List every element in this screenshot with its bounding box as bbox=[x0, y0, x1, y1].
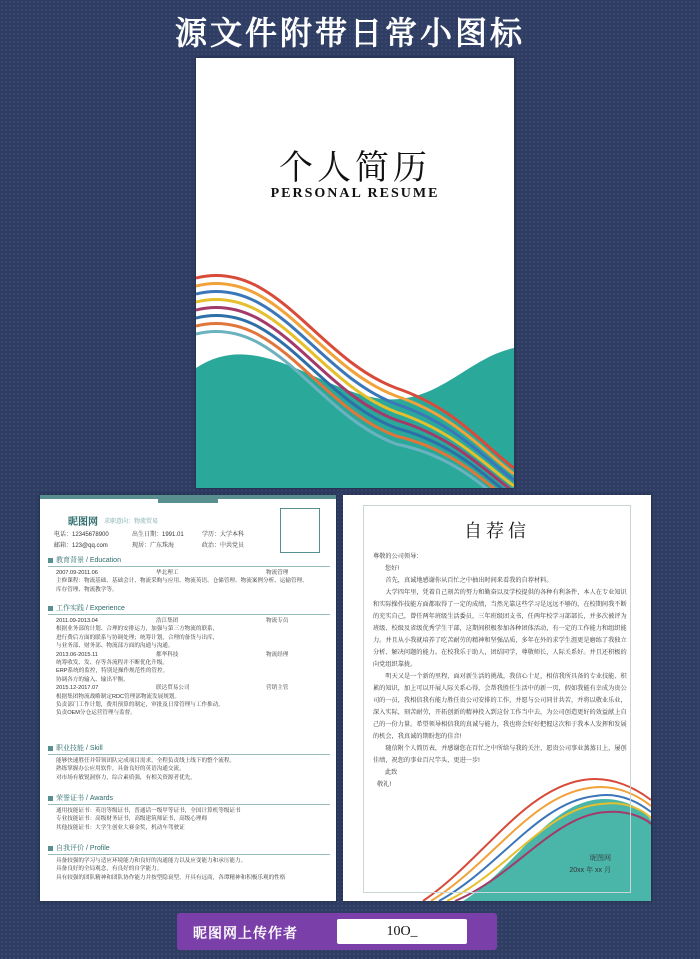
letter-paragraph: 首先，真诚地感谢你从百忙之中抽出时间来看我的自荐材料。 bbox=[385, 577, 553, 584]
exp-role: 营销主管 bbox=[266, 685, 289, 692]
uploader-label: 昵图网上传作者 bbox=[193, 926, 298, 942]
section-skill bbox=[48, 743, 330, 782]
exp-line: 统筹收发、发、存等各流程并不断优化升级。 bbox=[56, 660, 168, 667]
edu-date: 2007.09-2011.06 bbox=[56, 570, 98, 576]
exp-company: 都华科技 bbox=[156, 651, 179, 658]
exp-line: 根据业务部的计划、合理的安排运力，加强与第三方物流的联系， bbox=[56, 626, 219, 633]
info-birth: 出生日期：1991.01 bbox=[132, 532, 184, 538]
exp-line: 与业务部、财务部、物流部方面的沟通与沟通。 bbox=[56, 643, 174, 650]
resume-name: 昵图网 bbox=[68, 517, 98, 528]
award-line: 专业技能证书：高级财务证书，高级建筑师证书，高级心理师 bbox=[56, 816, 208, 823]
edu-line: 主修课程：物流基础、基础会计、物流采购与应用、物流英语、仓储管理、物流案例分析、运输管理、 bbox=[56, 578, 308, 585]
letter-greeting: 您好! bbox=[385, 565, 400, 572]
exp-date: 2013.06-2015.11 bbox=[56, 651, 98, 658]
section-awards bbox=[48, 793, 330, 832]
section-square-icon bbox=[48, 558, 53, 563]
edu-school: 华北理工 bbox=[156, 570, 179, 576]
resume-cover-card bbox=[196, 58, 514, 488]
letter-signature bbox=[569, 853, 611, 877]
info-education: 学历：大学本科 bbox=[202, 532, 245, 538]
exp-line: 负责OEM分仓运营管理与监督。 bbox=[56, 710, 136, 717]
letter-date: 20xx 年 xx 月 bbox=[569, 867, 611, 874]
section-square-icon bbox=[48, 606, 53, 611]
uploader-value-box: 10O_ bbox=[337, 919, 467, 944]
section-education bbox=[48, 555, 330, 594]
uploader-bar bbox=[177, 913, 497, 950]
skill-line: 熟练掌握办公应用软件，具备良好的英语沟通交流。 bbox=[56, 766, 185, 773]
exp-role: 物流专员 bbox=[266, 618, 289, 624]
skill-line: 对市场有敏锐洞察力，综合素质强，有相关资源者优先。 bbox=[56, 774, 196, 781]
section-square-icon bbox=[48, 796, 53, 801]
edu-major: 物流管理 bbox=[266, 570, 289, 576]
letter-signer: 昵图网 bbox=[590, 855, 611, 862]
banner-title: 源文件附带日常小图标 bbox=[174, 14, 525, 52]
profile-line: 具备良好的全局观念，有良好的自学能力。 bbox=[56, 866, 163, 873]
info-phone: 电话：12345678900 bbox=[54, 532, 109, 538]
section-square-icon bbox=[48, 846, 53, 851]
cover-title-en: PERSONAL RESUME bbox=[270, 186, 440, 201]
exp-line: ERP系统的监控，特别是操作规范性的管控。 bbox=[56, 668, 169, 675]
letter-paragraph: 大学四年里，凭着自己刻苦的努力和勤奋以及学校提供的各种有利条件，本人在专业知识和实际操作技能方面都取得了一定的成绩，当然光靠这些学习是远远不够的，在校期间我不断的充实自己，曾任两年班级生活委员，三年班级团支书，任两年校学习部部长，并多次被评为班级、校级及省级优秀学生干部，这期间积极参加各种团体活动，有一定的工作能力和组织能力。并且从小我就培养了吃苦耐劳的精神和坚强品质，多年在外的求学生涯更是磨练了我独立分析、解决问题的能力。在校我乐于助人，团结同学，尊敬师长，人际关系好。并且还积极的向党组织靠拢。 bbox=[373, 589, 627, 668]
section-title: 教育背景 / Education bbox=[56, 557, 121, 564]
exp-company: 浩江集团 bbox=[156, 618, 179, 624]
award-line: 其他技能证书：大学生创业大赛金奖，机动车驾驶证 bbox=[56, 824, 185, 831]
info-political: 政治：中共党员 bbox=[202, 543, 245, 549]
cover-title-cn: 个人简历 bbox=[279, 148, 431, 188]
resume-top-tab bbox=[158, 495, 218, 503]
info-location: 现居：广东珠海 bbox=[132, 543, 175, 549]
cover-wave-decoration bbox=[196, 238, 514, 488]
exp-line: 根据集团物流战略制定RDC管理部物流发展规划。 bbox=[56, 693, 180, 700]
section-title: 自我评价 / Profile bbox=[56, 845, 110, 852]
profile-line: 具有较强的团队精神和团队协作能力并按型隐衰型，开具有远商，各谭精神和积极乐观的性格 bbox=[56, 874, 286, 881]
section-experience bbox=[48, 603, 330, 718]
resume-page-card bbox=[40, 495, 336, 901]
section-title: 工作实践 / Experience bbox=[56, 605, 125, 612]
photo-placeholder bbox=[280, 508, 320, 553]
award-line: 通用技能证书：英语等级证书，普通话一级甲等证书，全国计算机等级证书 bbox=[56, 808, 241, 814]
letter-paragraph: 明天又是一个新的里程，面对新生活的挑战，我信心十足，相信我所具备的专业技能、积累的知识，加上可以开展人际关系心得，会帮我胜任生活中的新一页，假如我能有幸成为贵公司的一员，我相信我有能力胜任贵公司安排的工作，并愿与公司同甘共苦，并将以敬业乐业，深入实际，刻苦耐劳，开拓创新的精神投入到这份工作当中去，为公司创造更好的效益献上自己的一份力量。希望领导相信我的真诚与能力，我也将会好好把握这次和于我本人发挥和发展的机会，我真诚的期盼您的佳音! bbox=[373, 673, 627, 740]
letter-salutation: 尊敬的公司领导： bbox=[373, 553, 423, 560]
section-title: 荣誉证书 / Awards bbox=[56, 795, 114, 802]
section-square-icon bbox=[48, 746, 53, 751]
edu-line: 库存管理、物流教学等。 bbox=[56, 586, 118, 593]
letter-closing: 此致 bbox=[385, 769, 398, 776]
letter-respect: 敬礼! bbox=[377, 781, 392, 788]
exp-role: 物流经理 bbox=[266, 651, 289, 658]
section-profile bbox=[48, 843, 330, 882]
section-title: 职业技能 / Skill bbox=[56, 745, 103, 752]
letter-body bbox=[373, 551, 628, 791]
resume-intent: 求职意向：物流贸易 bbox=[104, 519, 159, 525]
letter-title: 自荐信 bbox=[464, 521, 530, 542]
profile-line: 具备较强的学习与适应环境能力和良好的沟通能力以及应变能力和承压能力。 bbox=[56, 858, 247, 864]
exp-line: 进行费后方面的联系与协调处理；统筹计划，合理的备货与出库， bbox=[56, 634, 219, 641]
exp-company: 联达贸易公司 bbox=[156, 685, 190, 692]
info-email: 邮箱：123@qq.com bbox=[54, 543, 108, 549]
letter-paragraph: 随信附个人简历表，并感谢您在百忙之中所给与我的关注，愿贵公司事业蒸蒸日上，屡创佳绩，祝您的事业百尺竿头，更进一步! bbox=[373, 745, 627, 764]
exp-date: 2015.12-2017.07 bbox=[56, 685, 99, 692]
exp-date: 2011.09-2013.04 bbox=[56, 618, 98, 624]
exp-line: 负责部门工作计划，费用预算的制定，审批及日常管理与工作推动。 bbox=[56, 702, 224, 709]
cover-letter-card bbox=[343, 495, 651, 901]
skill-line: 能够快速胜任并带领团队完成项目需求，全程负责线上线下的整个流程。 bbox=[56, 758, 236, 764]
exp-line: 协调各方的输入、输出平衡。 bbox=[56, 676, 129, 683]
